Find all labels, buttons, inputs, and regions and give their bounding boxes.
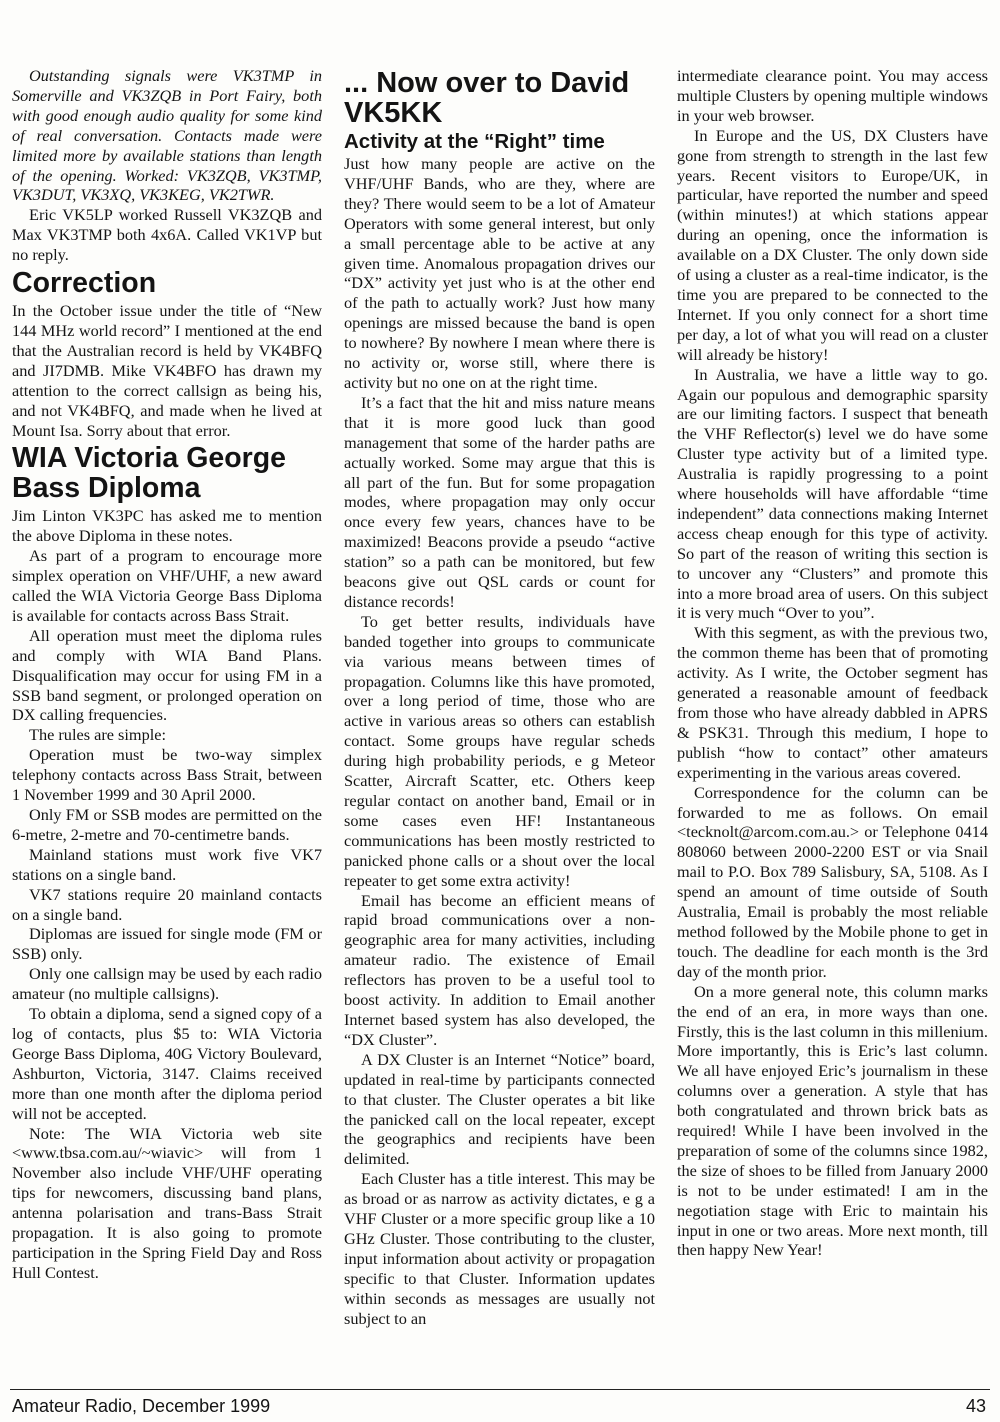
article-paragraph: To get better results, individuals have banded together into groups to communicate via various means between times of propagation. Columns like this have promoted, over a long period of time, those who are active in various areas so others can establish contact. Some groups have regular scheds during high probability periods, e g Meteor Scatter, Aircraft Scatter, etc. Others keep regular contact on another band, Email or in some cases even HF! Instantaneous communications has been mostly restricted to panicked phone calls or a shout over the local repeater to get some extra activity! xyxy=(344,611,655,890)
wia-diploma-heading: WIA Victoria George Bass Diploma xyxy=(12,442,286,505)
article-paragraph: It’s a fact that the hit and miss nature means that it is more good luck than good management that some of the harder paths are actually worked. Some may argue that this is all part of the fun. But for some propagation modes, where propagation may only occur once every few years, chances have to be maximized! Beacons provide a pseudo “active station” so a path can be monitored, but few beacons give out QSL cards or count for distance records! xyxy=(344,392,655,611)
article-paragraph: Each Cluster has a title interest. This may be as broad or as narrow as activity dictates, e g a VHF Cluster or a more specific group like a 10 GHz Cluster. Those contributing to the cluster, input information about activity or propagation specific to that Cluster. Information updates within seconds as messages are usually not subject to an xyxy=(344,1169,655,1328)
article-paragraph: In Australia, we have a little way to go. Again our populous and demographic sparsity are our limiting factors. I suspect that beneath the VHF Reflector(s) level we do have some Cluster type activity but of a limited type. Australia is rapidly progressing to a point where households will have affordable “time independent” data connections making Internet access cheap enough for this type of activity. So part of the reason of writing this section is to uncover any “Clusters” and promote this into a more broad area of users. On this subject it is very much “Over to you”. xyxy=(677,364,988,623)
article-paragraph: A DX Cluster is an Internet “Notice” board, updated in real-time by participants connected to that cluster. The Cluster operates a bit like the panicked call on the local repeater, except the geographics and recipients have been delimited. xyxy=(344,1049,655,1169)
wia-paragraph: To obtain a diploma, send a signed copy of a log of contacts, plus $5 to: WIA Victoria George Bass Diploma, 40G Victory Boulevard, Ashburton, Victoria, 3147. Claims received more than one month after the diploma period will not be accepted. xyxy=(12,1004,322,1123)
footer-divider xyxy=(10,1389,990,1390)
publication-footer: Amateur Radio, December 1999 xyxy=(12,1396,271,1416)
article-paragraph: On a more general note, this column marks the end of an era, in more ways than one. Firstly, this is the last column in this millenium. More importantly, this is Eric’s last column. We all have enjoyed Eric’s journalism in these columns over a generation. A style that has both congratulated and thrown brick bats as required! While I have been involved in the preparation of some of the columns since 1982, the size of shoes to be filled from January 2000 is not to be under estimated! I am in the negotiation stage with Eric to maintain his input in one or two areas. More next month, till then happy New Year! xyxy=(677,981,989,1260)
wia-paragraph: The rules are simple: xyxy=(29,725,166,745)
wia-paragraph: Mainland stations must work five VK7 stations on a single band. xyxy=(12,844,322,884)
wia-paragraph: All operation must meet the diploma rules and comply with WIA Band Plans. Disqualification may occur for using FM in a SSB band segment, or prolonged operation on DX calling frequencies. xyxy=(12,625,322,725)
wia-paragraph: As part of a program to encourage more simplex operation on VHF/UHF, a new award called the WIA Victoria George Bass Diploma is available for contacts across Bass Strait. xyxy=(12,546,322,625)
wia-paragraph: Only one callsign may be used by each radio amateur (no multiple callsigns). xyxy=(12,964,322,1004)
article-paragraph: Correspondence for the column can be forwarded to me as follows. On email <tecknolt@arcom.com.au.> or Telephone 0414 808060 between 2000-2200 EST or via Snail mail to P.O. Box 789 Salisbury, SA, 5108. As I spend an amount of time outside of South Australia, Email is probably the most reliable method followed by the Mobile phone to get in touch. The deadline for each month is the 3rd day of the month prior. xyxy=(677,782,988,981)
david-section-heading: ... Now over to David VK5KK xyxy=(344,67,630,129)
correction-paragraph: In the October issue under the title of “New 144 MHz world record” I mentioned at the end that the Australian record is held by VK4BFQ and JI7DMB. Mike VK4BFO has drawn my attention to the correct callsign as being his, and not VK4BFQ, and made when he lived at Mount Isa. Sorry about that error. xyxy=(12,301,322,440)
wia-paragraph: Only FM or SSB modes are permitted on the 6-metre, 2-metre and 70-centimetre bands. xyxy=(12,805,322,844)
article-paragraph: Email has become an efficient means of rapid broad communications over a non-geographic area for many activities, including amateur radio. The existence of Email reflectors has proven to be a useful tool to boost activity. In addition to Email another Internet based system has also developed, the “DX Cluster”. xyxy=(344,890,655,1049)
activity-subheading: Activity at the “Right” time xyxy=(344,130,605,153)
wia-paragraph: Note: The WIA Victoria web site <www.tbsa.com.au/~wiavic> will from 1 November also include VHF/UHF operating tips for newcomers, discussing band plans, antenna polarisation and trans-Bass Strait propagation. It is also going to promote participation in the Spring Field Day and Ross Hull Contest. xyxy=(12,1123,322,1282)
column-middle xyxy=(344,68,655,1328)
article-paragraph: Just how many people are active on the VHF/UHF Bands, who are they, where are they? There would seem to be a lot of Amateur Operators with some general interest, but only a small percentage able to be active at any given time. Anomalous propagation drives our “DX” activity yet just who is at the other end of the path to actually work? Just how many openings are missed because the band is open to nowhere? By nowhere I mean where there is no activity or, worse still, where there is activity but no one on at the right time. xyxy=(344,154,655,392)
wia-paragraph: Jim Linton VK3PC has asked me to mention the above Diploma in these notes. xyxy=(12,506,322,546)
wia-paragraph: Operation must be two-way simplex telephony contacts across Bass Strait, between 1 November 1999 and 30 April 2000. xyxy=(12,745,322,805)
correction-heading: Correction xyxy=(12,267,157,300)
wia-paragraph: Diplomas are issued for single mode (FM or SSB) only. xyxy=(12,924,322,964)
article-paragraph: In Europe and the US, DX Clusters have gone from strength to strength in the last few years. Recent visitors to Europe/UK, in particular, have reported the number and speed (within minutes!) at which stations appear during an opening, once the information is available on a DX Cluster. The only down side of using a cluster as a real-time indicator, is the time you are prepared to be connected to the Internet. If you only connect for a short time per day, a lot of what you will read on a cluster will already be history! xyxy=(677,125,988,364)
wia-paragraph: VK7 stations require 20 mainland contacts on a single band. xyxy=(12,884,322,924)
article-paragraph: With this segment, as with the previous two, the common theme has been that of promoting activity. As I write, the October segment has generated a reasonable amount of feedback from those who have already dabbled in APRS & PSK31. Through this medium, I hope to publish “how to contact” other amateurs experimenting in the various areas covered. xyxy=(677,623,988,782)
column-right xyxy=(677,66,988,1260)
page-number: 43 xyxy=(965,1396,986,1416)
intro-italic-paragraph: Outstanding signals were VK3TMP in Somerville and VK3ZQB in Port Fairy, both with good enough audio quality for some kind of real conversation. Contacts made were limited more by available stations than length of the opening. Worked: VK3ZQB, VK3TMP, VK3DUT, VK3XQ, VK3KEG, VK2TWR. xyxy=(12,66,322,205)
column-left xyxy=(12,66,322,1283)
eric-paragraph: Eric VK5LP worked Russell VK3ZQB and Max VK3TMP both 4x6A. Called VK1VP but no reply. xyxy=(12,205,322,265)
article-paragraph: intermediate clearance point. You may access multiple Clusters by opening multiple windows in your web browser. xyxy=(677,66,988,125)
